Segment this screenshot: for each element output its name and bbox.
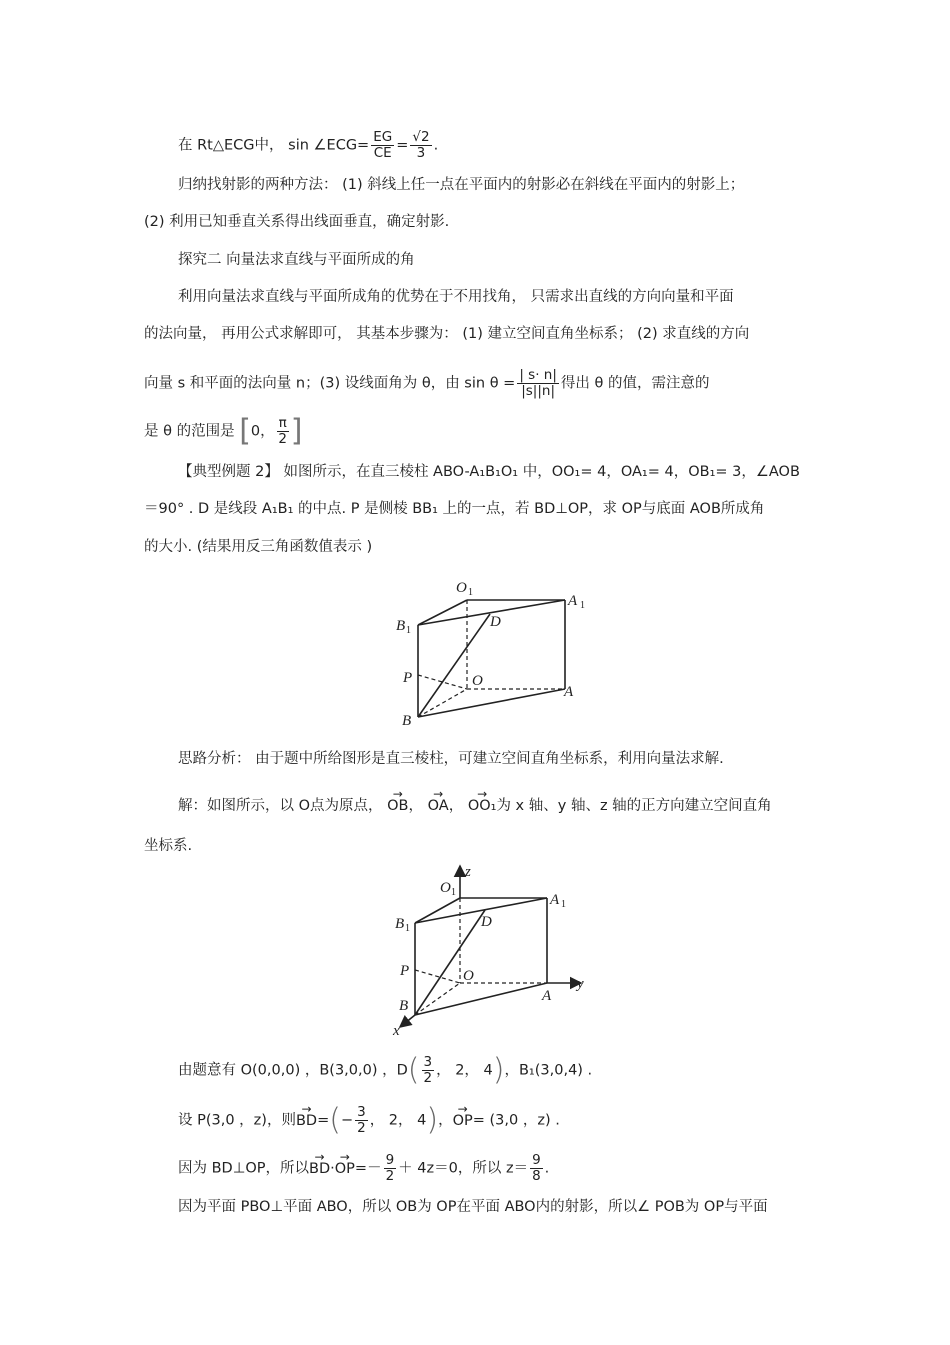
fraction-neg-3-2: $\frac{3}{2}$ bbox=[357, 1104, 366, 1136]
edge-ba bbox=[418, 689, 565, 717]
label-o1-2: O bbox=[440, 880, 451, 896]
text-line-2: 归纳找射影的两种方法： (1) 斜线上任一点在平面内的射影必在斜线在平面内的射影上； bbox=[178, 177, 745, 193]
label-d-2: D bbox=[481, 914, 492, 930]
segment-bd-2 bbox=[415, 910, 485, 1015]
solution-line-4: 设 P(3,0 ，z)，则→ BD=(− $\frac{3}{2}$ ， 2， 4)，→ OP= (3,0 ，z) . bbox=[178, 1105, 560, 1136]
fraction-3-2: $\frac{3}{2}$ bbox=[423, 1054, 433, 1086]
fraction-9-8: $\frac{9}{8}$ bbox=[532, 1152, 541, 1184]
fraction-pi-2: $\frac{\pi}{2}$ bbox=[278, 415, 288, 447]
label-p: P bbox=[403, 670, 413, 686]
text-line-3: (2) 利用已知垂直关系得出线面垂直，确定射影. bbox=[144, 214, 450, 230]
vector-oo1: → OO₁ bbox=[468, 796, 497, 816]
label-b-2: B bbox=[399, 998, 409, 1014]
vector-oa: → OA bbox=[428, 796, 449, 816]
fraction-9-2: $\frac{9}{2}$ bbox=[385, 1152, 395, 1184]
solution-line-1: 解：如图所示，以 O点为原点， → OB， → OA， → OO₁为 x 轴、y 轴、z 轴的正方向建立空间直角 bbox=[178, 796, 772, 816]
label-x: x bbox=[393, 1023, 400, 1038]
svg-text:1: 1 bbox=[451, 887, 456, 898]
label-o: O bbox=[472, 673, 483, 689]
solution-line-6: 因为平面 PBO⊥平面 ABO，所以 OB为 OP在平面 ABO内的射影，所以∠ POB为 OP与平面 bbox=[178, 1199, 768, 1215]
text-line-6: 的法向量， 再用公式求解即可， 其基本步骤为： (1) 建立空间直角坐标系； (2) 求直线的方向 bbox=[144, 326, 750, 342]
label-b1: B bbox=[396, 618, 406, 634]
svg-text:1: 1 bbox=[561, 899, 566, 910]
label-d: D bbox=[490, 614, 501, 630]
label-o1: O bbox=[456, 580, 467, 596]
text-line-8: 是 θ 的范围是 [0， $\frac{\pi}{2}$ ] bbox=[144, 413, 303, 449]
section-heading: 探究二 向量法求直线与平面所成的角 bbox=[178, 252, 415, 268]
solution-line-2: 坐标系. bbox=[144, 838, 193, 854]
segment-bd bbox=[418, 614, 490, 717]
prism-figure-1 bbox=[390, 572, 600, 732]
vector-bd-2: → BD bbox=[309, 1159, 330, 1179]
prism-figure-2 bbox=[385, 860, 595, 1038]
svg-text:1: 1 bbox=[406, 625, 411, 636]
label-p-2: P bbox=[400, 963, 410, 979]
solution-line-3: 由题意有 O(0,0,0) ，B(3,0,0) ，D( $\frac{3}{2}$ ， 2， 4)，B₁(3,0,4) . bbox=[178, 1052, 593, 1088]
fraction-root2-3: $\frac{√2}{3}$ bbox=[412, 129, 430, 161]
vector-op-2: → OP bbox=[335, 1159, 355, 1179]
label-a: A bbox=[564, 684, 574, 700]
edge-ba-2 bbox=[415, 983, 547, 1015]
label-a-2: A bbox=[542, 988, 552, 1004]
vector-bd: → BD bbox=[296, 1111, 317, 1131]
fraction-sin-formula: $\frac{| s\cdot n|}{|s||n|}$ bbox=[519, 367, 557, 399]
text-line-1: 在 Rt△ECG中， sin ∠ECG= $\frac{EG}{CE}$ = $\frac{√2}{3}$ . bbox=[178, 129, 439, 161]
fraction-eg-ce: $\frac{EG}{CE}$ bbox=[373, 129, 393, 161]
label-a1: A bbox=[568, 593, 578, 609]
text-line-7: 向量 s 和平面的法向量 n；(3) 设线面角为 θ，由 sin θ = $\frac{| s\cdot n|}{|s||n|}$ 得出 θ 的值，需注意的 bbox=[144, 367, 710, 399]
example-line-3: 的大小. (结果用反三角函数值表示 ) bbox=[144, 539, 373, 555]
svg-text:1: 1 bbox=[580, 600, 585, 611]
label-b: B bbox=[402, 713, 412, 729]
label-y: y bbox=[577, 976, 584, 992]
solution-line-5: 因为 BD⊥OP，所以→ BD·→ OP=－ $\frac{9}{2}$ ＋ 4z＝0，所以 z＝ $\frac{9}{8}$ . bbox=[178, 1153, 549, 1184]
vector-op: → OP bbox=[453, 1111, 473, 1131]
svg-text:1: 1 bbox=[468, 587, 473, 598]
text-l1a: 在 Rt△ECG中， sin ∠ECG= bbox=[178, 137, 370, 154]
example-line-1: 【典型例题 2】 如图所示，在直三棱柱 ABO-A₁B₁O₁ 中，OO₁= 4，OA₁= 4，OB₁= 3，∠AOB bbox=[178, 464, 800, 480]
x-axis-icon bbox=[400, 1015, 415, 1027]
example-line-2: ＝90° . D 是线段 A₁B₁ 的中点. P 是侧棱 BB₁ 上的一点，若 BD⊥OP，求 OP与底面 AOB所成角 bbox=[144, 501, 765, 517]
analysis-line: 思路分析： 由于题中所给图形是直三棱柱，可建立空间直角坐标系，利用向量法求解. bbox=[178, 751, 724, 767]
label-b1-2: B bbox=[395, 916, 405, 932]
label-z: z bbox=[465, 864, 471, 880]
vector-ob: → OB bbox=[387, 796, 408, 816]
svg-text:1: 1 bbox=[405, 923, 410, 934]
label-a1-2: A bbox=[550, 892, 560, 908]
text-line-5: 利用向量法求直线与平面所成角的优势在于不用找角， 只需求出直线的方向向量和平面 bbox=[178, 289, 734, 305]
label-o-2: O bbox=[463, 968, 474, 984]
